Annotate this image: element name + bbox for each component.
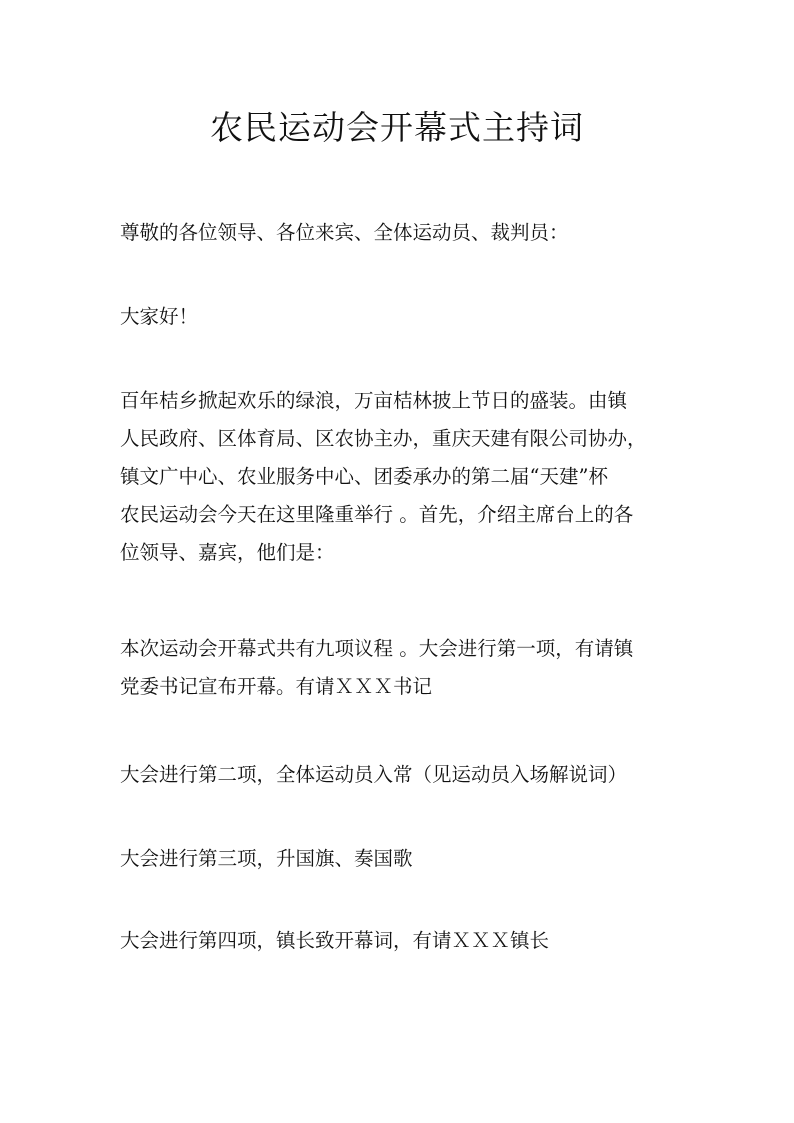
document-title: 农民运动会开幕式主持词	[210, 108, 584, 147]
agenda-item-2-paragraph: 大会进行第二项，全体运动员入常（见运动员入场解说词）	[120, 763, 628, 786]
intro-paragraph: 百年桔乡掀起欢乐的绿浪，万亩桔林披上节日的盛装。由镇 人民政府、区体育局、区农协主办，重庆天建有限公司协办， 镇文广中心、农业服务中心、团委承办的第二届“天建”杯 农民运动会今天在这里隆重举行 。首先，介绍主席台上的各 位领导、嘉宾，他们是：	[120, 389, 647, 564]
agenda-item-3-paragraph: 大会进行第三项，升国旗、奏国歌	[120, 847, 413, 870]
hello-paragraph: 大家好！	[120, 305, 199, 328]
agenda-item-4-paragraph: 大会进行第四项，镇长致开幕词，有请ＸＸＸ镇长	[120, 929, 550, 952]
greeting-paragraph: 尊敬的各位领导、各位来宾、全体运动员、裁判员：	[120, 221, 569, 244]
agenda-paragraph: 本次运动会开幕式共有九项议程 。大会进行第一项，有请镇 党委书记宣布开幕。有请ＸＸＸ书记	[120, 637, 634, 698]
